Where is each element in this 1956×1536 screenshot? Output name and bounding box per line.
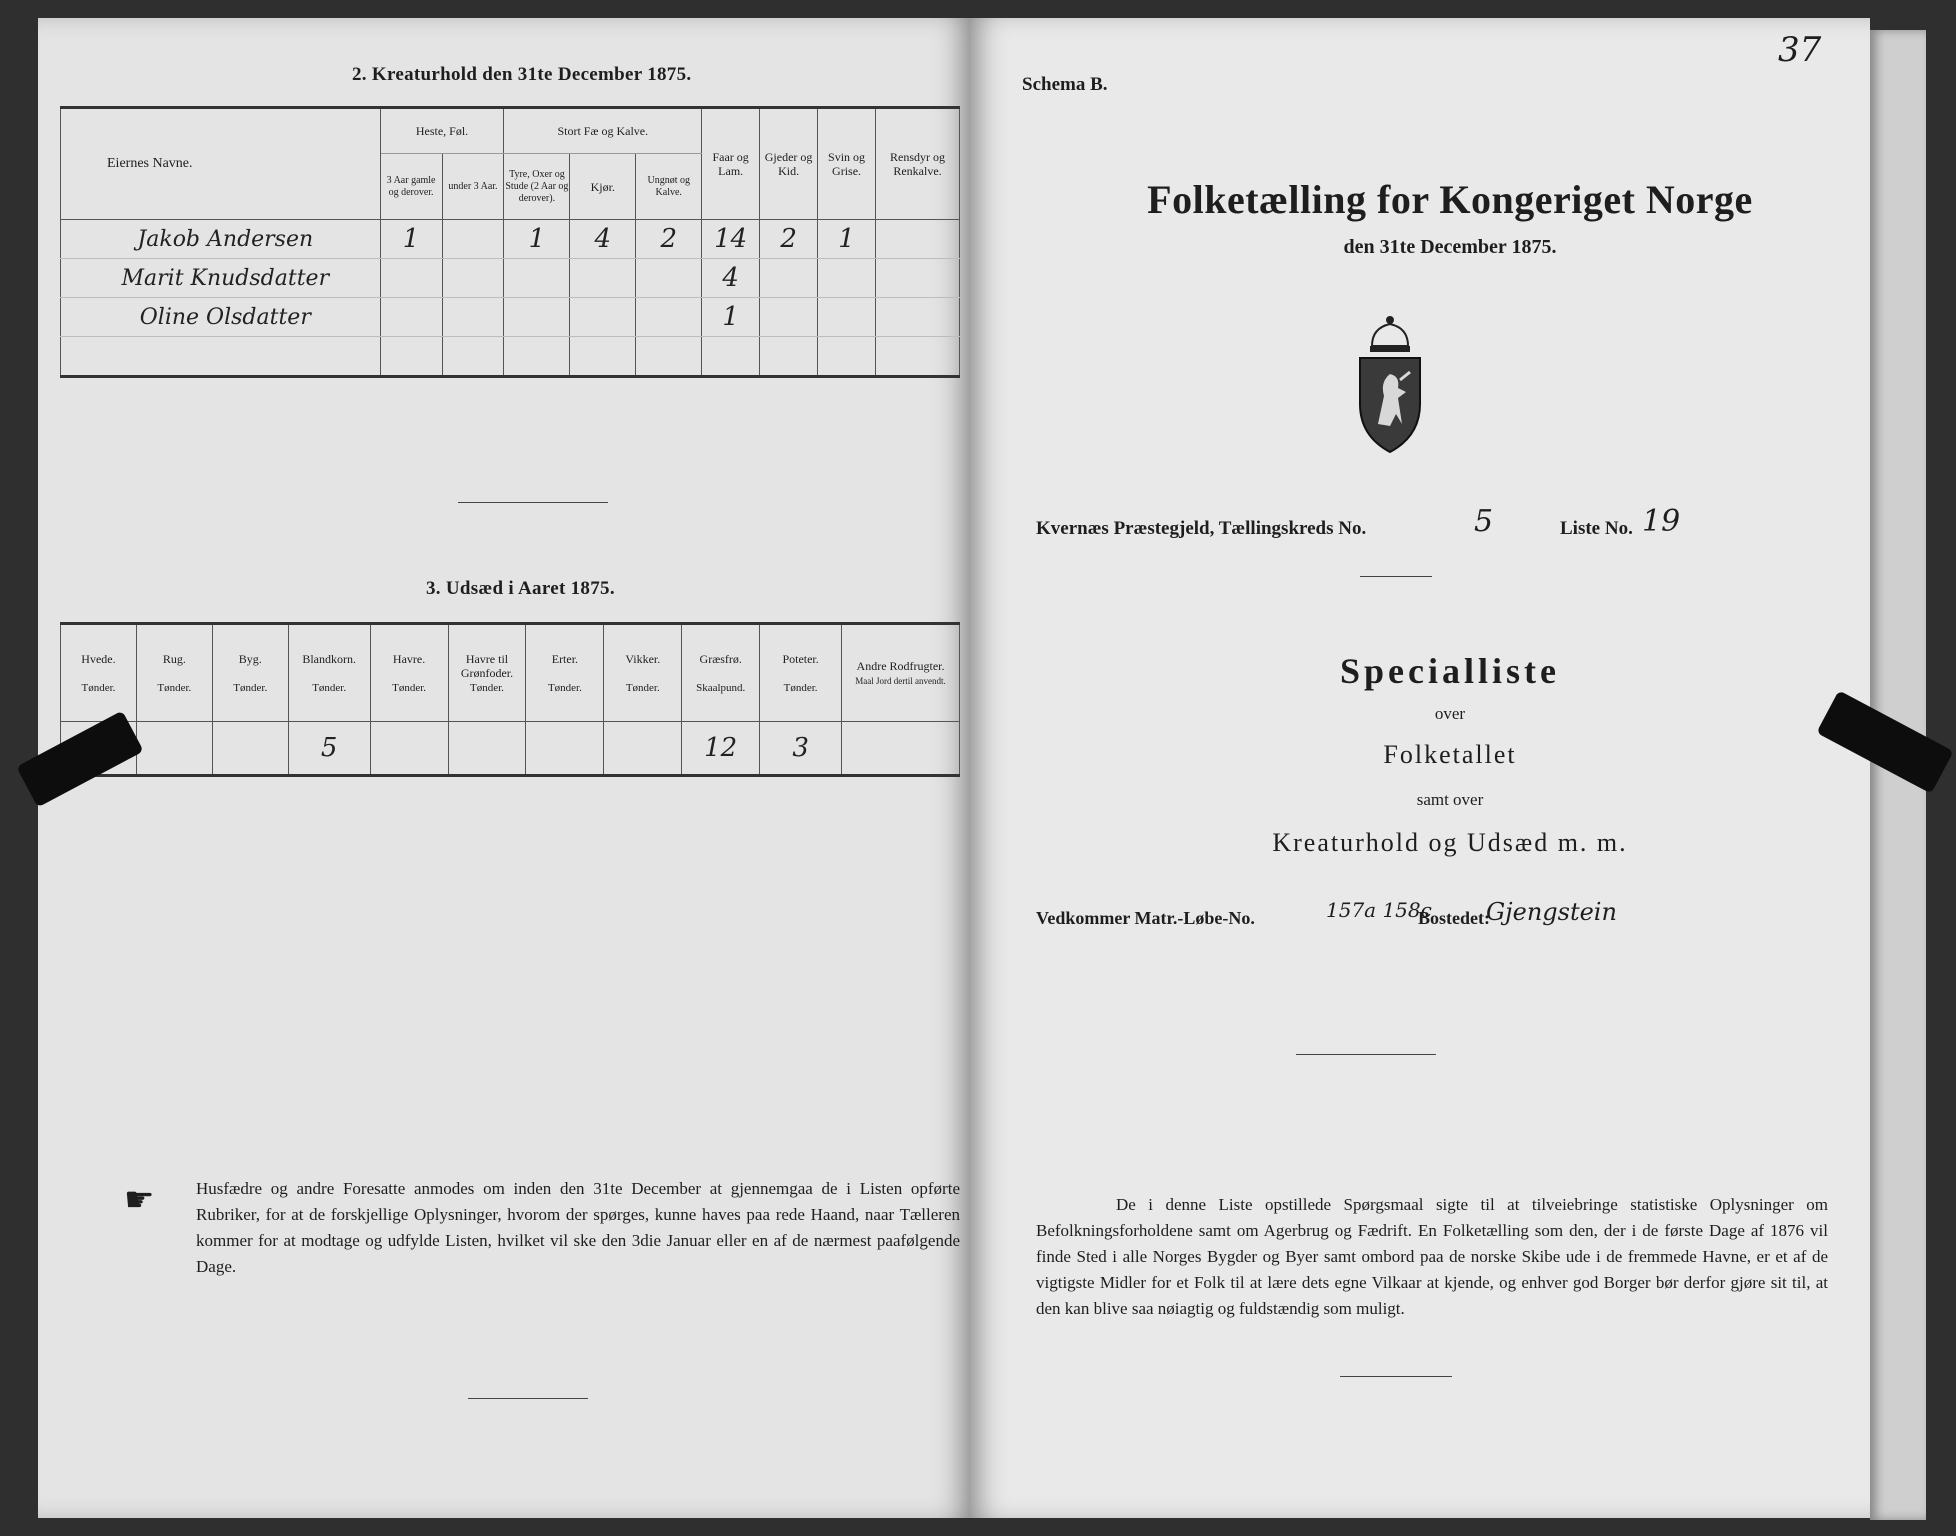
seed-col-3 (288, 624, 370, 722)
folketallet-heading: Folketallet (1383, 740, 1517, 769)
matr-label: Vedkommer Matr.-Løbe-No. (1036, 908, 1255, 928)
rensdyr-value (876, 259, 960, 298)
header-tyre: Tyre, Oxer og Stude (2 Aar og derover). (504, 154, 570, 220)
seed-value: 5 (288, 722, 370, 776)
seed-value (842, 722, 960, 776)
section-2-title: 2. Kreaturhold den 31te December 1875. (352, 64, 692, 85)
seed-col-7 (604, 624, 682, 722)
svin-value (818, 337, 876, 377)
owner-name: Oline Olsdatter (61, 298, 381, 337)
seed-col-unit: Tønder. (392, 681, 427, 694)
table-row (61, 722, 960, 776)
seed-col-label: Hvede. (81, 651, 116, 666)
seed-col-6 (526, 624, 604, 722)
livestock-table (60, 106, 960, 378)
seed-col-label: Rug. (162, 651, 186, 666)
seed-value (212, 722, 288, 776)
kreds-number: 5 (1474, 504, 1494, 539)
rensdyr-value (876, 220, 960, 259)
heste-old-value (380, 337, 442, 377)
schema-label: Schema B. (1022, 74, 1108, 95)
specialliste-heading: Specialliste (1340, 651, 1560, 691)
seed-value (136, 722, 212, 776)
tyre-value (504, 259, 570, 298)
seed-col-10 (842, 624, 960, 722)
seed-col-5 (448, 624, 526, 722)
tyre-value (504, 298, 570, 337)
header-ungnot: Ungnøt og Kalve. (636, 154, 702, 220)
kjor-value (570, 298, 636, 337)
seed-col-8 (682, 624, 760, 722)
seed-value (448, 722, 526, 776)
faar-value (702, 337, 760, 377)
household-note: Husfædre og andre Foresatte anmodes om inden den 31te December at gjennemgaa de i Listen opførte Rubriker, for at de forskjellige Oplysninger, hvorom der spørges, kunne haves paa rede Haand, naar Tælleren kommer for at modtage og udfylde Listen, hvilket vil ske den 3die Januar eller en af de nærmest paafølgende Dage. (196, 1179, 960, 1276)
seed-col-unit: Tønder. (625, 681, 660, 694)
seed-col-unit: Tønder. (312, 681, 347, 694)
header-heste-young: under 3 Aar. (442, 154, 504, 220)
header-kjor: Kjør. (570, 154, 636, 220)
prestegjeld-label: Kvernæs Præstegjeld, Tællingskreds No. (1036, 518, 1367, 539)
over-text: over (1434, 704, 1466, 723)
samt-over-text: samt over (1416, 790, 1484, 809)
divider (1296, 1054, 1436, 1055)
seed-col-label: Poteter. (782, 651, 819, 666)
header-gjeder: Gjeder og Kid. (760, 108, 818, 220)
owner-name (61, 337, 381, 377)
main-title: Folketælling for Kongeriget Norge (1147, 177, 1753, 222)
gjeder-value (760, 298, 818, 337)
gjeder-value: 2 (760, 220, 818, 259)
table-row (61, 298, 960, 337)
seed-col-label: Havre. (392, 651, 426, 666)
heste-young-value (442, 337, 504, 377)
ungnot-value (636, 259, 702, 298)
header-storfae: Stort Fæ og Kalve. (504, 108, 702, 154)
heste-old-value (380, 298, 442, 337)
bosted-label: Bostedet: (1418, 908, 1490, 928)
rensdyr-value (876, 298, 960, 337)
heste-old-value (380, 259, 442, 298)
header-faar: Faar og Lam. (702, 108, 760, 220)
page-number: 37 (1778, 30, 1822, 70)
seed-col-unit: Tønder. (233, 681, 268, 694)
seed-col-label: Havre til Grønfoder. (460, 651, 514, 680)
seed-col-1 (136, 624, 212, 722)
pointing-hand-icon: ☛ (124, 1182, 155, 1219)
seed-value: 3 (760, 722, 842, 776)
faar-value: 1 (702, 298, 760, 337)
kjor-value (570, 337, 636, 377)
owner-name: Marit Knudsdatter (61, 259, 381, 298)
seed-col-label: Erter. (551, 651, 579, 666)
census-explanation: De i denne Liste opstillede Spørgsmaal sigte til at tilveiebringe statistiske Oplysninger om Befolkningsforholdene samt om Agerbrug og Fædrift. En Folketælling som den, der i de første Dage af 1876 vil finde Sted i alle Norges Bygder og Byer samt ombord paa de norske Skibe ude i de fremmede Havne, er et af de vigtigste Midler for et Folk til at lære dets egne Vilkaar at kjende, og enhver god Borger bør derfor gjøre sit til, at den kan blive saa nøiagtig og fuldstændig som muligt. (1036, 1195, 1828, 1318)
svin-value (818, 259, 876, 298)
seed-table (60, 622, 960, 777)
seed-value (526, 722, 604, 776)
ungnot-value (636, 337, 702, 377)
gjeder-value (760, 259, 818, 298)
seed-col-unit: Tønder. (470, 681, 504, 694)
heste-young-value (442, 298, 504, 337)
census-date: den 31te December 1875. (1343, 236, 1557, 258)
seed-col-unit: Tønder. (547, 681, 582, 694)
header-svin: Svin og Grise. (818, 108, 876, 220)
divider (1360, 576, 1432, 577)
header-heste: Heste, Føl. (380, 108, 504, 154)
section-3-title: 3. Udsæd i Aaret 1875. (426, 578, 615, 599)
faar-value: 4 (702, 259, 760, 298)
bosted-value: Gjengstein (1486, 898, 1617, 926)
table-row (61, 259, 960, 298)
seed-col-unit: Tønder. (81, 681, 116, 694)
seed-col-label: Andre Rodfrugter. (856, 659, 945, 673)
gjeder-value (760, 337, 818, 377)
ungnot-value: 2 (636, 220, 702, 259)
header-rensdyr: Rensdyr og Renkalve. (876, 108, 960, 220)
seed-col-label: Blandkorn. (302, 651, 356, 666)
seed-col-unit: Tønder. (783, 681, 818, 694)
kjor-value (570, 259, 636, 298)
owner-name: Jakob Andersen (61, 220, 381, 259)
ungnot-value (636, 298, 702, 337)
rensdyr-value (876, 337, 960, 377)
seed-col-unit: Tønder. (157, 681, 192, 694)
kreaturhold-heading: Kreaturhold og Udsæd m. m. (1272, 828, 1628, 857)
seed-value (370, 722, 448, 776)
heste-young-value (442, 220, 504, 259)
coat-of-arms-icon (1350, 306, 1430, 456)
seed-col-label: Byg. (238, 651, 262, 666)
seed-col-unit: Skaalpund. (696, 681, 746, 694)
divider (458, 502, 608, 503)
table-row (61, 220, 960, 259)
seed-col-9 (760, 624, 842, 722)
divider (1340, 1376, 1452, 1377)
header-heste-old: 3 Aar gamle og derover. (380, 154, 442, 220)
faar-value: 14 (702, 220, 760, 259)
svin-value (818, 298, 876, 337)
kjor-value: 4 (570, 220, 636, 259)
seed-col-label: Vikker. (625, 651, 661, 666)
heste-young-value (442, 259, 504, 298)
liste-label: Liste No. (1560, 518, 1633, 539)
svin-value: 1 (818, 220, 876, 259)
seed-value: 12 (682, 722, 760, 776)
seed-col-2 (212, 624, 288, 722)
header-owner: Eiernes Navne. (61, 108, 381, 220)
tyre-value: 1 (504, 220, 570, 259)
seed-col-label: Græsfrø. (699, 651, 742, 666)
seed-col-unit: Maal Jord dertil anvendt. (855, 676, 946, 686)
table-row (61, 337, 960, 377)
seed-col-0 (61, 624, 137, 722)
tyre-value (504, 337, 570, 377)
seed-value (604, 722, 682, 776)
heste-old-value: 1 (380, 220, 442, 259)
matr-number: 157a 158c (1326, 898, 1432, 922)
divider (468, 1398, 588, 1399)
seed-col-4 (370, 624, 448, 722)
liste-number: 19 (1642, 504, 1681, 539)
